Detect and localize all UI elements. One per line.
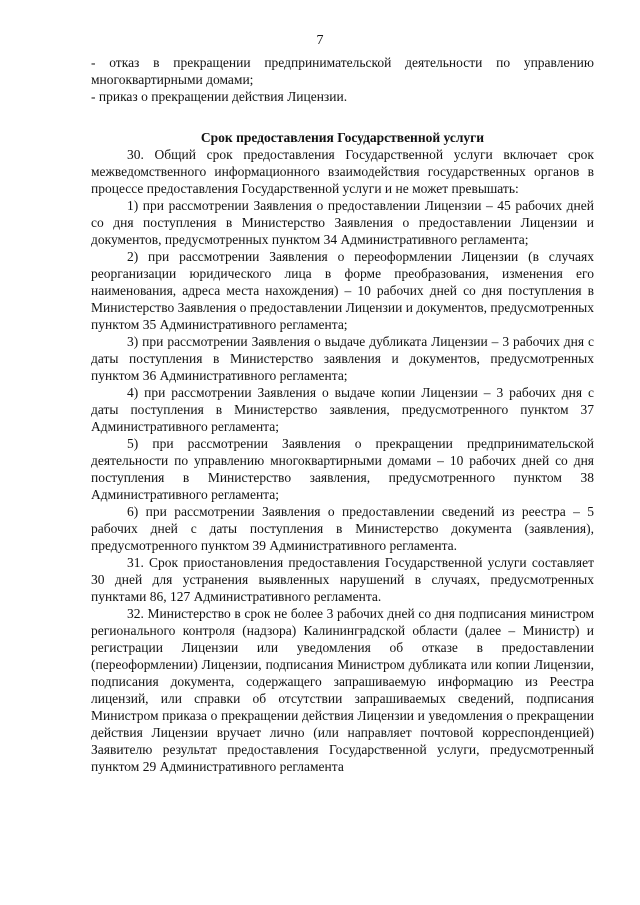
paragraph-30-item-6: 6) при рассмотрении Заявления о предоставлении сведений из реестра – 5 рабочих дней с даты поступления в Министерство документа (заявления), предусмотренного пунктом 39 Административного регламента.: [91, 504, 594, 553]
paragraph-30-item-4: 4) при рассмотрении Заявления о выдаче копии Лицензии – 3 рабочих дня с даты поступления в Министерство заявления, предусмотренного пунктом 37 Административного регламента;: [91, 385, 594, 434]
paragraph-31: 31. Срок приостановления предоставления Государственной услуги составляет 30 дней для устранения выявленных нарушений в случаях, предусмотренных пунктами 86, 127 Административного регламента.: [91, 555, 594, 604]
section-heading: Срок предоставления Государственной услуги: [200, 130, 485, 145]
paragraph-30-item-1: 1) при рассмотрении Заявления о предоставлении Лицензии – 45 рабочих дней со дня поступления в Министерство Заявления о предоставлении Лицензии и документов, предусмотренных пунктом 34 Административного регламента;: [91, 198, 594, 247]
intro-item-refusal: - отказ в прекращении предпринимательской деятельности по управлению многоквартирными домами;: [91, 55, 594, 87]
document-body: [91, 54, 594, 775]
paragraph-30: 30. Общий срок предоставления Государственной услуги включает срок межведомственного информационного взаимодействия государственных органов в процессе предоставления Государственной услуги и не может превышать:: [91, 147, 594, 196]
paragraph-32: 32. Министерство в срок не более 3 рабочих дней со дня подписания министром регионального контроля (надзора) Калининградской области (далее – Министр) и регистрации Лицензии или уведомления об отказе в предоставлении (переоформлении) Лицензии, подписания Министром дубликата или копии Лицензии, подписания документа, содержащего запрашиваемую информацию из Реестра лицензий, или справки об отсутствии запрашиваемых сведений, подписания Министром приказа о прекращении действия Лицензии и уведомления о прекращении действия Лицензии вручает лично (или направляет почтовой корреспонденцией) Заявителю результат предоставления Государственной услуги, предусмотренный пунктом 29 Административного регламента: [91, 606, 594, 774]
paragraph-30-item-2: 2) при рассмотрении Заявления о переоформлении Лицензии (в случаях реорганизации юридического лица в форме преобразования, изменения его наименования, адреса места нахождения) – 10 рабочих дней со дня поступления в Министерство Заявления о предоставлении Лицензии и документов, предусмотренных пунктом 35 Административного регламента;: [91, 249, 594, 332]
paragraph-30-item-5: 5) при рассмотрении Заявления о прекращении предпринимательской деятельности по управлению многоквартирными домами – 10 рабочих дней со дня поступления в Министерство заявления, предусмотренного пунктом 38 Административного регламента;: [91, 436, 594, 502]
intro-item-order: - приказ о прекращении действия Лицензии.: [91, 89, 348, 104]
paragraph-30-item-3: 3) при рассмотрении Заявления о выдаче дубликата Лицензии – 3 рабочих дня с даты поступления в Министерство заявления и документов, предусмотренных пунктом 36 Административного регламента;: [91, 334, 594, 383]
page-number: 7: [316, 33, 324, 48]
